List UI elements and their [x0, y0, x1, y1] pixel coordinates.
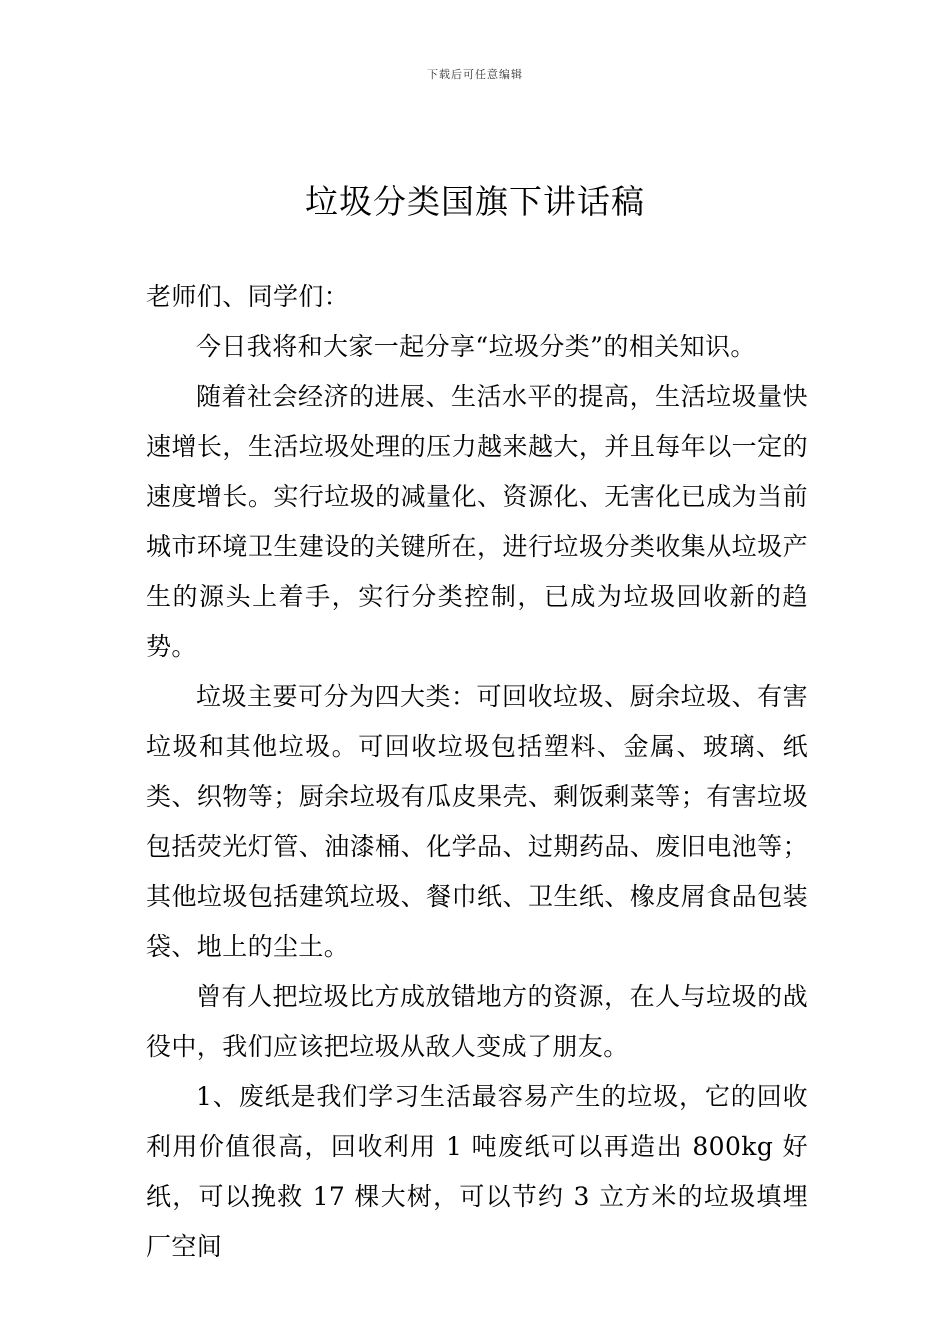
paragraph-intro: 今日我将和大家一起分享“垃圾分类”的相关知识。	[196, 332, 756, 361]
paragraph-resource: 曾有人把垃圾比方成放错地方的资源，在人与垃圾的战役中，我们应该把垃圾从敌人变成了朋友。	[146, 982, 808, 1061]
paragraph-categories: 垃圾主要可分为四大类：可回收垃圾、厨余垃圾、有害垃圾和其他垃圾。可回收垃圾包括塑料、金属、玻璃、纸类、织物等；厨余垃圾有瓜皮果壳、剩饭剩菜等；有害垃圾包括荧光灯管、油漆桶、化学品、过期药品、废旧电池等；其他垃圾包括建筑垃圾、餐巾纸、卫生纸、橡皮屑食品包装袋、地上的尘土。	[146, 682, 808, 961]
header-note: 下载后可任意编辑	[427, 68, 523, 81]
document-title: 垃圾分类国旗下讲话稿	[305, 182, 645, 221]
paragraph-waste-paper: 1、废纸是我们学习生活最容易产生的垃圾，它的回收利用价值很高，回收利用 1 吨废纸可以再造出 800kg 好纸，可以挽救 17 棵大树，可以节约 3 立方米的垃圾填埋厂空间	[146, 1082, 808, 1261]
document-body	[146, 272, 808, 1272]
salutation: 老师们、同学们：	[146, 282, 350, 311]
paragraph-background: 随着社会经济的进展、生活水平的提高，生活垃圾量快速增长，生活垃圾处理的压力越来越大，并且每年以一定的速度增长。实行垃圾的减量化、资源化、无害化已成为当前城市环境卫生建设的关键所在，进行垃圾分类收集从垃圾产生的源头上着手，实行分类控制，已成为垃圾回收新的趋势。	[146, 382, 808, 661]
